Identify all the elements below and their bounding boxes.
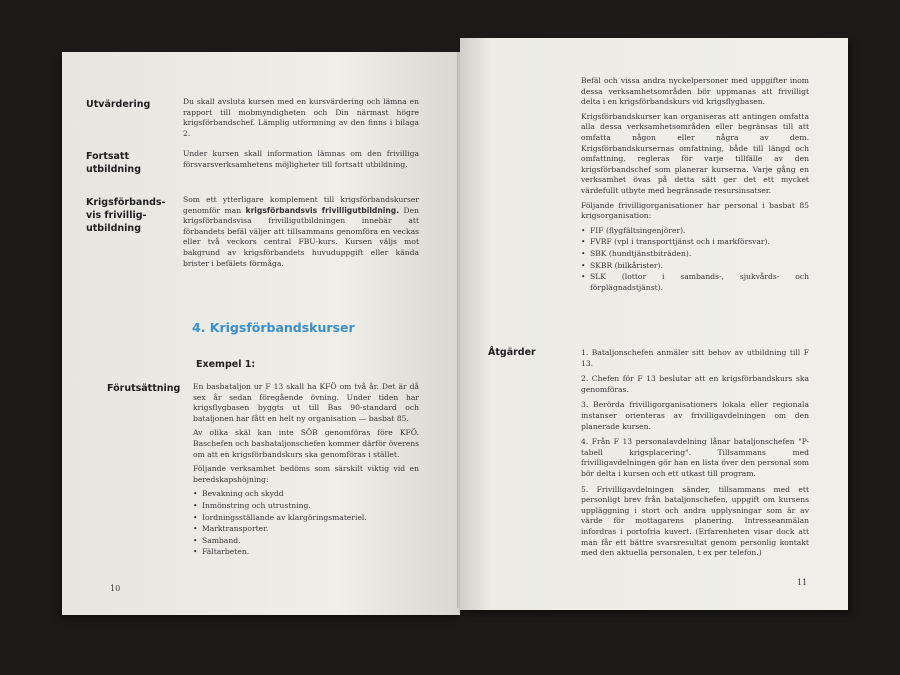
list-item: 5. Frivilligavdelningen sänder, tillsammans med ett personligt brev från bataljonschefen, uppgift om kursens uppläggning i stort och andra upplysningar som är av värde för mottagarens planering. Intresseanmälan infordras i portofria kuvert. (Erfarenheten visar dock att man får ett bättre svarsresultat genom personlig kontakt med den aktuella personalen, t ex per telefon.) [581, 484, 809, 558]
text-fortsatt-utbildning [183, 149, 419, 174]
list-item: • Inmönstring och utrustning. [193, 501, 419, 512]
list-item: • FIF (flygfältsingenjörer). [581, 226, 809, 237]
list-item: 2. Chefen för F 13 beslutar att en krigsförbandskurs ska genomföras. [581, 374, 809, 394]
list-item: • Marktransporter. [193, 524, 419, 535]
paragraph: Befäl och vissa andra nyckelpersoner med uppgifter inom dessa verksamhetsområden bör uppmanas att frivilligt delta i en krigsförbandskurs vid krigsflygbasen. [581, 76, 809, 107]
page-number-right: 11 [797, 578, 808, 587]
text-atgarder [581, 348, 809, 564]
organization-list [581, 226, 809, 294]
paragraph: Följande verksamhet bedöms som särskilt viktig vid en beredskapshöjning: [193, 464, 419, 484]
page-number-left: 10 [110, 584, 121, 593]
list-item: • Iordningsställande av klargöringsmateriel. [193, 513, 419, 524]
label-forutsattning: Förutsättning [107, 383, 181, 394]
paragraph: Du skall avsluta kursen med en kursvärdering och lämna en rapport till mobmyndigheten och Din närmast högre krigsförbandschef. Lämplig utformning av den finns i bilaga 2. [183, 97, 419, 138]
label-utvardering: Utvärdering [86, 99, 151, 110]
list-item: • SLK (lottor i sambands-, sjukvårds- och förplägnadstjänst). [581, 272, 809, 293]
text-utvardering [183, 97, 419, 143]
paragraph-start: Som ett ytterligare komplement till krigsförbandskurser genomför man [183, 195, 419, 215]
example-heading: Exempel 1: [196, 359, 256, 370]
list-item: 1. Bataljonschefen anmäler sitt behov av utbildning till F 13. [581, 348, 809, 368]
text-intro [581, 76, 809, 294]
paragraph: Av olika skäl kan inte SÖB genomföras före KFÖ. Baschefen och basbataljonschefen kommer därför överens om att en krigsförbandskurs ska genomföras i stället. [193, 428, 419, 459]
chapter-heading: 4. Krigsförbandskurser [192, 320, 355, 335]
right-page [460, 38, 848, 610]
label-krigsforbandsvis: Krigsförbands- vis frivillig- utbildning [86, 197, 166, 234]
paragraph: Krigsförbandskurser kan organiseras att antingen omfatta alla dessa verksamhetsområden eller begränsas till att omfatta någon eller några av dem. Krigsförbandskursernas omfattning, både till längd och omfattning, regleras för varje tillfälle av den krigsförbandschef som planerar kurserna. Varje gång en verksamhet övas på detta sätt ger det ett mycket värdefullt utbyte med begränsade resursinsatser. [581, 111, 809, 195]
list-item: • Fältarbeten. [193, 547, 419, 558]
action-list [581, 348, 809, 559]
open-booklet [62, 38, 848, 615]
text-forutsattning [193, 382, 419, 559]
label-atgarder: Åtgärder [488, 347, 536, 358]
list-item: • Samband. [193, 536, 419, 547]
paragraph: Följande frivilligorganisationer har personal i basbat 85 krigsorganisation: [581, 200, 809, 221]
label-fortsatt-utbildning: Fortsatt utbildning [86, 151, 142, 175]
list-item: • SKBR (bilkårister). [581, 261, 809, 272]
list-item: • SBK (hundtjänstbiträden). [581, 249, 809, 260]
left-page [62, 52, 460, 615]
bold-term: krigsförbandsvis frivilligutbildning. [245, 205, 400, 215]
paragraph [183, 195, 419, 269]
text-krigsforbandsvis [183, 195, 419, 273]
paragraph: En basbataljon ur F 13 skall ha KFÖ om två år. Det är då sex år sedan föregående övning. Under tiden har krigsflygbasen byggts ut till Bas 90-standard och bataljonen har fått en helt ny organisation — basbat 85. [193, 382, 419, 423]
list-item: • FVRF (vpl i transporttjänst och i markförsvar). [581, 237, 809, 248]
list-item: • Bevakning och skydd [193, 489, 419, 500]
paragraph: Under kursen skall information lämnas om den frivilliga försvarsverksamhetens möjligheter till fortsatt utbildning. [183, 149, 419, 169]
list-item: 3. Berörda frivilligorganisationers lokala eller regionala instanser orienteras av frivilligavdelningen om den planerade kursen. [581, 400, 809, 431]
list-item: 4. Från F 13 personalavdelning lånar bataljonschefen "P-tabell krigsplacering". Tillsammans med frivilligavdelningen gör han en lista över den personal som bör delta i kursen och ett utkast till program. [581, 437, 809, 478]
paragraph-rest: Den krigsförbandsvisa frivilligutbildningen innebär att förbandets befäl väljer att tillsammans genomföra en veckas eller två veckors central FBU-kurs. Kursen väljs mot bakgrund av krigsförbandets huvuduppgift eller kända brister i befälets förmåga. [183, 205, 419, 268]
activity-list [193, 489, 419, 558]
